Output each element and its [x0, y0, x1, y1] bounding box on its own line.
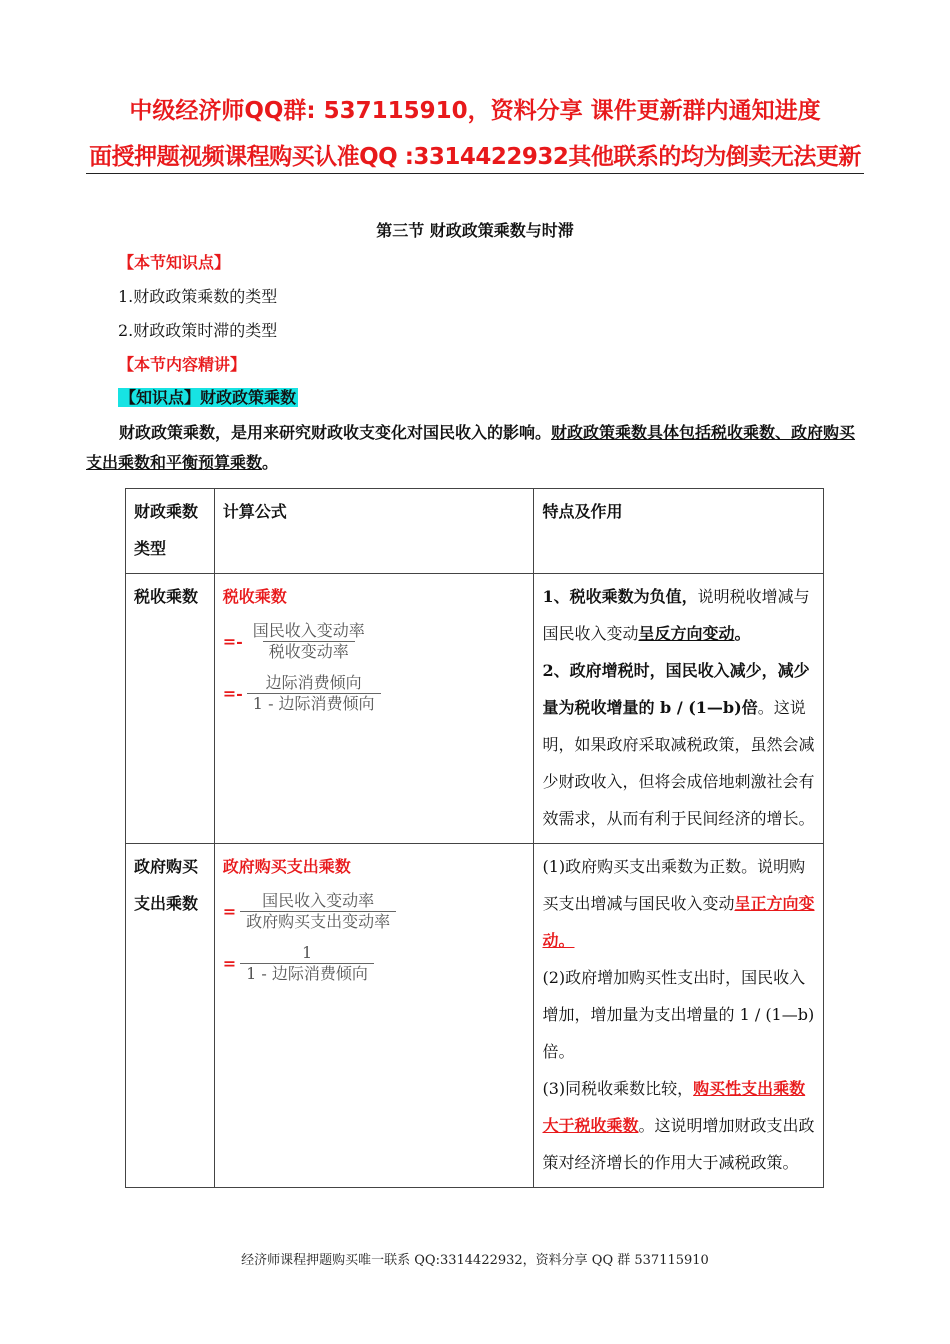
row1-features-cell — [534, 574, 824, 844]
row2-f1-sign: = — [222, 901, 237, 921]
row1-f2-numerator: 边际消费倾向 — [265, 672, 362, 692]
header-formula: 计算公式 — [214, 489, 534, 574]
section-title: 第三节 财政政策乘数与时滞 — [376, 221, 574, 240]
row2-type: 政府购买支出乘数 — [126, 844, 215, 1188]
knowledge-item-2: 2.财政政策时滞的类型 — [118, 321, 278, 340]
intro-part-2: 财政政策乘数具体包括税收乘数、政府购买支出乘数和平衡预算乘数 — [86, 423, 856, 472]
row1-point-2: 2、政府增税时，国民收入减少，减少量为税收增量的 b / (1—b)倍。这说明，如果政府采取减税政策，虽然会减少财政收入，但将会成倍地刺激社会有效需求，从而有利于民间经济的增长。 — [542, 661, 815, 828]
table-row — [126, 844, 824, 1188]
row1-f1-denominator: 税收变动率 — [263, 641, 355, 662]
intro-part-1: 财政政策乘数，是用来研究财政收支变化对国民收入的影响。 — [119, 423, 552, 442]
row2-point-3: (3)同税收乘数比较，购买性支出乘数大于税收乘数。这说明增加财政支出政策对经济增长的作用大于减税政策。 — [542, 1079, 815, 1172]
row1-f2-denominator: 1 - 边际消费倾向 — [247, 693, 381, 714]
intro-part-3: 。 — [262, 453, 279, 472]
knowledge-point-label — [118, 385, 298, 408]
header-type: 财政乘数类型 — [126, 489, 215, 574]
content-heading: 【本节内容精讲】 — [118, 355, 247, 374]
row1-formula-2 — [223, 667, 526, 719]
multiplier-table — [125, 488, 824, 1188]
header-features: 特点及作用 — [534, 489, 824, 574]
row2-point-2: (2)政府增加购买性支出时，国民收入增加，增加量为支出增量的 1 / (1—b)倍。 — [542, 968, 815, 1061]
row2-f1-numerator: 国民收入变动率 — [262, 890, 375, 910]
row1-formula-title: 税收乘数 — [222, 587, 287, 606]
knowledge-heading: 【本节知识点】 — [118, 253, 231, 272]
row1-f1-sign: =- — [222, 631, 243, 651]
row2-f1-denominator: 政府购买支出变动率 — [240, 911, 396, 932]
row1-point-1: 1、税收乘数为负值，说明税收增减与国民收入变动呈反方向变动。 — [542, 587, 810, 643]
row2-point-1: (1)政府购买支出乘数为正数。说明购买支出增减与国民收入变动呈正方向变动。 — [542, 857, 815, 950]
row2-f2-sign: = — [222, 953, 237, 973]
knowledge-item-1: 1.财政政策乘数的类型 — [118, 287, 278, 306]
row2-formula-title: 政府购买支出乘数 — [222, 857, 351, 876]
row2-f2-denominator: 1 - 边际消费倾向 — [240, 963, 374, 984]
banner-divider — [86, 173, 864, 174]
row1-f2-sign: =- — [222, 683, 243, 703]
table-header-row — [126, 489, 824, 574]
intro-paragraph — [86, 418, 864, 478]
knowledge-point-highlight: 【知识点】财政政策乘数 — [120, 388, 297, 407]
row2-f2-numerator: 1 — [301, 942, 313, 962]
row1-type: 税收乘数 — [126, 574, 215, 844]
page-footer: 经济师课程押题购买唯一联系 QQ:3314422932，资料分享 QQ 群 537115910 — [241, 1253, 709, 1268]
banner-line-2: 面授押题视频课程购买认准QQ :3314422932其他联系的均为倒卖无法更新 — [89, 144, 861, 170]
row2-formula-cell — [214, 844, 534, 1188]
row2-formula-2 — [223, 937, 526, 989]
banner-line-1: 中级经济师QQ群: 537115910，资料分享 课件更新群内通知进度 — [129, 98, 821, 124]
row2-formula-1 — [223, 885, 526, 937]
row1-formula-cell — [214, 574, 534, 844]
row1-f1-numerator: 国民收入变动率 — [252, 620, 365, 640]
table-row — [126, 574, 824, 844]
row1-formula-1 — [223, 615, 526, 667]
row2-features-cell — [534, 844, 824, 1188]
